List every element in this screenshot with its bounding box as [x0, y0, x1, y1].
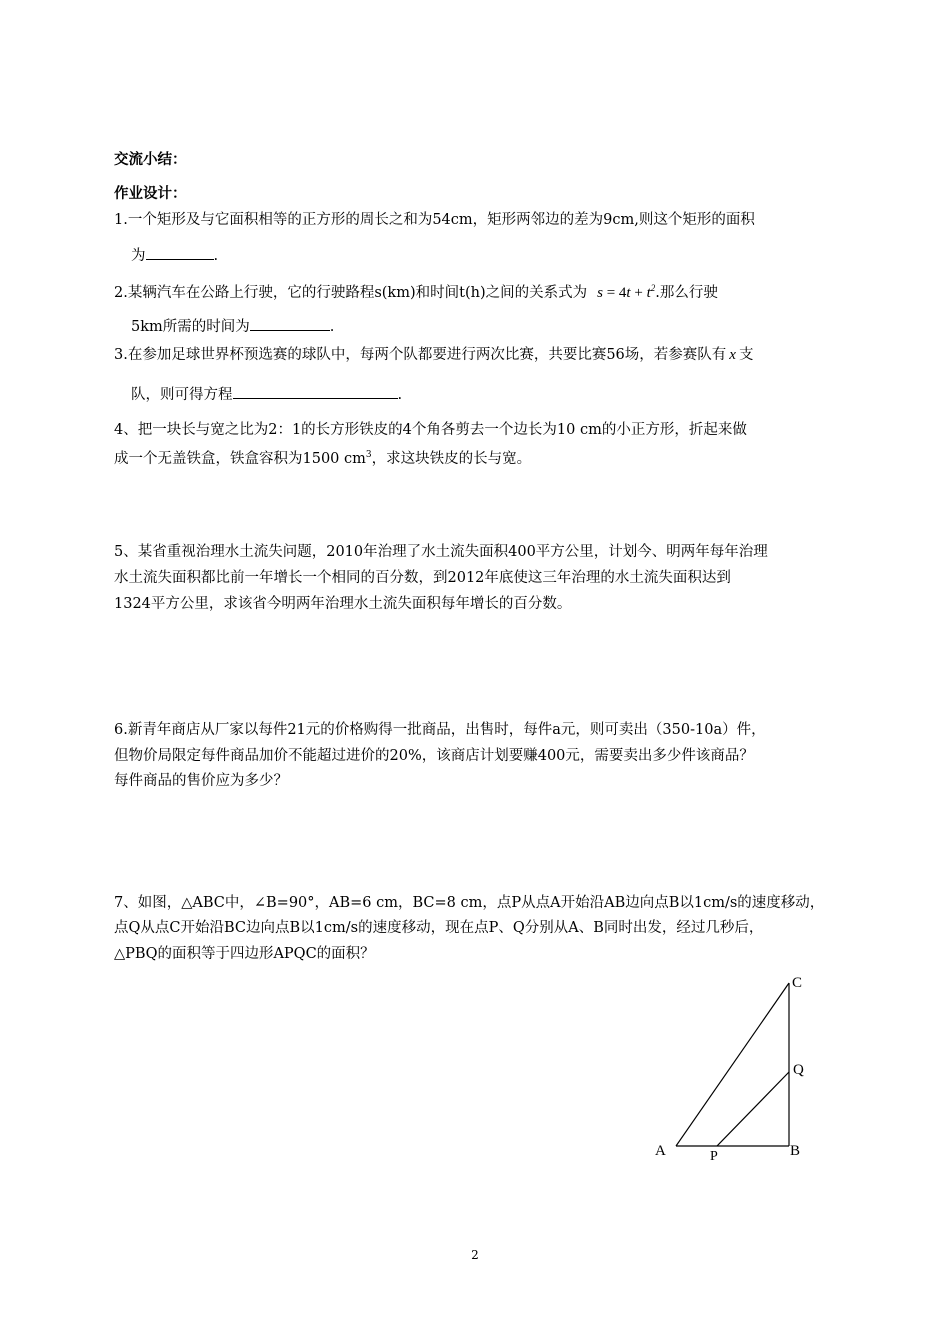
q5-line2: 水土流失面积都比前一年增长一个相同的百分数，到2012年底使这三年治理的水土流失面积达到	[114, 570, 731, 586]
q7-line3: △PBQ的面积等于四边形APQC的面积？	[114, 946, 375, 962]
q1-suffix: .	[213, 248, 219, 264]
q3-prefix2: 队，则可得方程	[131, 387, 233, 403]
q7-line2: 点Q从点C开始沿BC边向点B以1cm/s的速度移动，现在点P、Q分别从A、B同时出发，经过几秒后，	[114, 920, 764, 936]
q3-answer-blank	[233, 384, 398, 399]
triangle-figure	[640, 965, 840, 1170]
q2-prefix: 2.某辆汽车在公路上行驶，它的行驶路程s(km)和时间t(h)之间的关系式为	[114, 285, 588, 301]
q3-suffix2: .	[397, 387, 403, 403]
q3-line1	[114, 345, 753, 365]
page-number: 2	[471, 1248, 479, 1262]
q6-line3: 每件商品的售价应为多少？	[114, 773, 288, 789]
label-p: P	[710, 1149, 718, 1164]
q5-line1: 5、某省重视治理水土流失问题，2010年治理了水土流失面积400平方公里，计划今、明两年每年治理	[114, 544, 768, 560]
q1-prefix: 为	[131, 248, 146, 264]
side-ac	[676, 983, 789, 1146]
q2-prefix2: 5km所需的时间为	[131, 319, 250, 335]
q2-suffix: .那么行驶	[655, 285, 718, 301]
q3-line2	[131, 384, 402, 405]
q4-line1: 4、把一块长与宽之比为2：1的长方形铁皮的4个角各剪去一个边长为10 cm的小正方形，折起来做	[114, 422, 747, 438]
q3-prefix: 3.在参加足球世界杯预选赛的球队中，每两个队都要进行两次比赛，共要比赛56场，若参赛队有	[114, 347, 727, 363]
homework-heading: 作业设计：	[114, 186, 187, 202]
q2-suffix2: .	[329, 319, 335, 335]
segment-pq	[717, 1072, 789, 1146]
q2-formula: $s = 4t + t^2$	[597, 283, 656, 301]
q1-line1: 1.一个矩形及与它面积相等的正方形的周长之和为54cm，矩形两邻边的差为9cm,则这个矩形的面积	[114, 212, 755, 228]
q3-suffix: 支	[738, 347, 754, 363]
label-q: Q	[793, 1062, 804, 1078]
q2-line1	[114, 278, 718, 303]
label-b: B	[790, 1143, 801, 1159]
q3-var-x: x	[729, 347, 736, 363]
summary-heading: 交流小结：	[114, 152, 187, 168]
q4-line2: 成一个无盖铁盒，铁盒容积为1500 $cm^3$，求这块铁皮的长与宽。	[114, 450, 532, 467]
q7-line1: 7、如图，△ABC中，∠B=90°，AB=6 cm，BC=8 cm，点P从点A开始沿AB边向点B以1cm/s的速度移动，	[114, 895, 825, 911]
q1-answer-blank	[146, 245, 214, 260]
q6-line2: 但物价局限定每件商品加价不能超过进价的20%，该商店计划要赚400元，需要卖出多少件该商品？	[114, 748, 754, 764]
q1-line2	[131, 245, 218, 266]
label-a: A	[655, 1143, 666, 1159]
q2-line2	[131, 316, 334, 337]
label-c: C	[792, 975, 803, 991]
q2-answer-blank	[250, 316, 330, 331]
q6-line1: 6.新青年商店从厂家以每件21元的价格购得一批商品，出售时，每件a元，则可卖出（350-10a）件，	[114, 722, 766, 738]
q5-line3: 1324平方公里，求该省今明两年治理水土流失面积每年增长的百分数。	[114, 596, 572, 612]
